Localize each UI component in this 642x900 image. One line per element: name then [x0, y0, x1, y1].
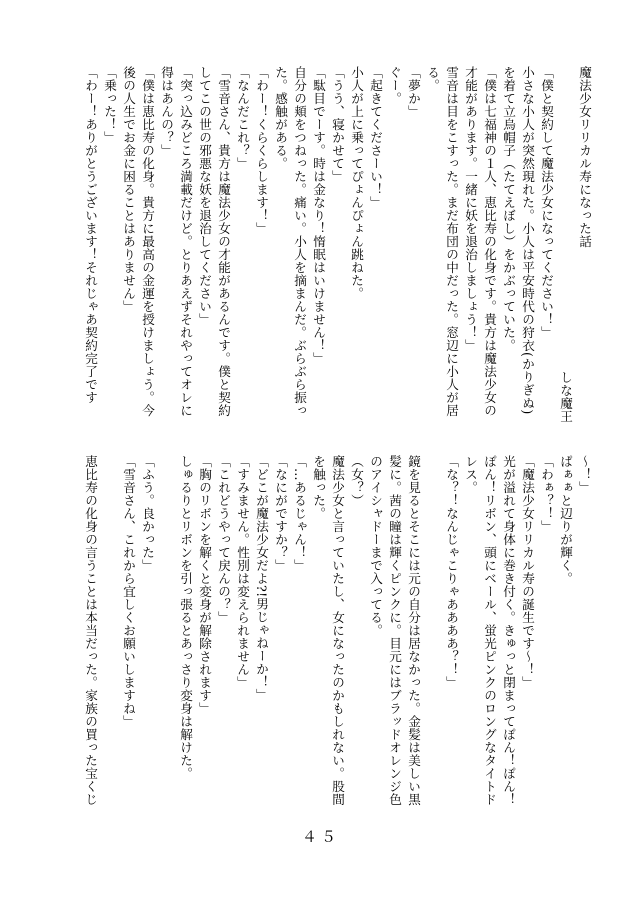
text-line: 自分の頬をつねった。痛い。小人を摘まんだ。ぶらぶら振っ [292, 66, 307, 417]
text-line: 「な？！なんじゃこりゃああああ？！」 [444, 455, 459, 689]
text-line: 「胸のリボンを解くと変身が解除されます」 [197, 455, 212, 715]
author-name: しな魔王 [558, 371, 573, 423]
text-line: 髪に。茜の瞳は輝くピンクに。目元にはブラッドオレンジ色 [387, 455, 402, 806]
text-line: 「起きてくださーい！」 [368, 66, 383, 209]
text-line: 「なんだこれ？」 [235, 66, 250, 170]
page-number: ４５ [301, 828, 340, 846]
text-line: 「どこが魔法少女だよ?!男じゃねーか！」 [254, 455, 269, 702]
text-line: ～！」 [577, 455, 592, 494]
text-line: を着て立烏帽子（たてえぼし）をかぶっていた。 [501, 66, 516, 352]
text-line: してこの世の邪悪な妖を退治してください」 [197, 66, 212, 326]
text-line: ぐー。 [387, 66, 402, 105]
text-line: 「駄目でーす。時は金なり！惰眠はいけません！」 [311, 66, 326, 365]
story-title: 魔法少女リリカル寿になった話 [577, 66, 592, 248]
text-line: 「雪音さん、貴方は魔法少女の才能があるんです。僕と契約 [216, 66, 231, 417]
text-line: 魔法少女と言っていたし、女になったのかもしれない。股間 [330, 455, 345, 806]
text-line: 「…あるじゃん！」 [292, 455, 307, 572]
blank-line [157, 455, 176, 865]
text-line: 小人が上に乗ってぴょんぴょん跳ねた。 [349, 66, 364, 300]
text-line: る。 [425, 66, 440, 92]
text-line: のアイシャドーまで入ってる。 [368, 455, 383, 637]
text-line: た。感触がある。 [273, 66, 288, 170]
text-line: 「魔法少女リリカル寿の誕生です～！」 [520, 455, 535, 689]
text-line: しゅるりとリボンを引っ張るとあっさり変身は解けた。 [178, 455, 193, 780]
text-line: 「わぁ？！」 [539, 455, 554, 533]
text-line: 雪音は目をこすった。まだ布団の中だった。窓辺に小人が居 [444, 66, 459, 417]
text-line: 小さな小人が突然現れた。小人は平安時代の狩衣(かりぎぬ) [520, 66, 535, 415]
lower-text-block [81, 455, 594, 865]
text-line: レス。 [463, 455, 478, 494]
text-line: 「雪音さん、これから宜しくお願いしますね」 [121, 455, 136, 728]
text-line: 「突っ込みどころ満載だけど。とりあえずそれやってオレに [178, 66, 193, 417]
text-line: ぽん！リボン、頭にベール、蛍光ピンクのロングなタイトド [482, 455, 497, 806]
text-line: 「ふう。良かった」 [140, 455, 155, 572]
text-line: 「すみません。性別は変えられません」 [235, 455, 250, 689]
text-line: 「僕と契約して魔法少女になってください！」 [539, 66, 554, 339]
text-line: 「乗った！」 [102, 66, 117, 144]
upper-text-block [81, 66, 594, 438]
text-line: 「夢か」 [406, 66, 421, 118]
text-line: 才能があります。一緒に妖を退治しましょう！」 [463, 66, 478, 352]
text-line: 「うう、寝かせて」 [330, 66, 345, 183]
text-line: 光が溢れて身体に巻き付く。きゅっと閉まってぽん！ぽん！ [501, 455, 516, 806]
text-line: 「わー！くらくらします！」 [254, 66, 269, 235]
text-line: を触った。 [311, 455, 326, 520]
blank-line [100, 455, 119, 865]
blank-line [423, 455, 442, 865]
text-line: 「僕は七福神の１人、恵比寿の化身です。貴方は魔法少女の [482, 66, 497, 417]
text-line: ぱぁぁと辺りが輝く。 [558, 455, 573, 585]
text-line: （女？） [349, 455, 364, 507]
text-line: 「なにがですか？」 [273, 455, 288, 572]
text-line: 「これどうやって戻んの？」 [216, 455, 231, 624]
text-line: 後の人生でお金に困ることはありません」 [121, 66, 136, 313]
text-line: 鏡を見るとそこには元の自分は居なかった。金髪は美しい黒 [406, 455, 421, 806]
text-line: 「僕は恵比寿の化身。貴方に最高の金運を授けましょう。今 [140, 66, 155, 417]
text-line: 得はあんの？」 [159, 66, 174, 157]
text-line: 恵比寿の化身の言うことは本当だった。家族の買った宝くじ [83, 455, 98, 806]
text-line: 「わー！ありがとうございます！それじゃあ契約完了です [83, 66, 98, 404]
